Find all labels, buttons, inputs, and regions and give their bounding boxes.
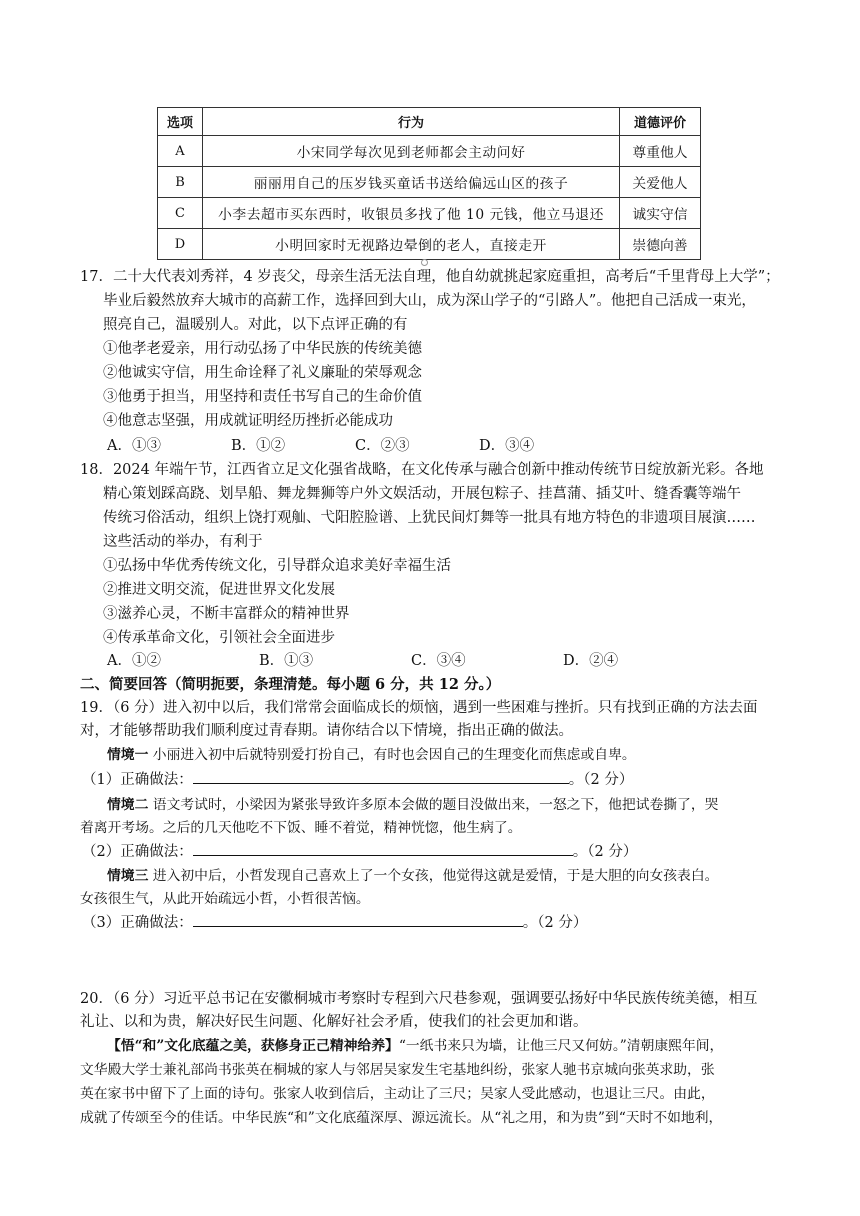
q19-stem-line1: 19．（6 分）进入初中以后，我们常常会面临成长的烦恼，遇到一些困难与挫折。只有找到正确的方法去面	[80, 700, 758, 716]
q19-case-3	[107, 866, 718, 886]
answer-1-score: 。（2 分）	[568, 772, 634, 788]
answer-2-label: （2）正确做法：	[82, 844, 193, 860]
q19-case-1	[107, 745, 636, 765]
q17-stem-line1: 17．二十大代表刘秀祥，4 岁丧父，母亲生活无法自理，他自幼就挑起家庭重担，高考后“千里背母上大学”；	[80, 269, 780, 285]
q19-case-2	[107, 795, 718, 815]
q18-statement-4: ④传承革命文化，引领社会全面进步	[103, 630, 335, 646]
q20-passage-line1	[107, 1036, 723, 1056]
header-behavior: 行为	[203, 108, 620, 136]
case-1-label: 情境一	[107, 747, 149, 763]
q19-answer-3	[82, 912, 587, 933]
table-row	[158, 167, 701, 198]
q18-stem-line4: 这些活动的举办，有利于	[103, 534, 263, 550]
row-option: B	[158, 167, 203, 198]
row-behavior: 小宋同学每次见到老师都会主动问好	[203, 136, 620, 167]
moral-evaluation-table	[157, 107, 701, 260]
q18-option-d[interactable]: D．②④	[563, 653, 619, 669]
row-evaluation: 崇德向善	[620, 229, 701, 260]
row-evaluation: 尊重他人	[620, 136, 701, 167]
q20-stem-line2: 礼让、以和为贵，解决好民生问题、化解好社会矛盾，使我们的社会更加和谐。	[80, 1014, 588, 1030]
q19-answer-2	[82, 841, 637, 862]
answer-1-blank[interactable]	[193, 769, 569, 784]
row-evaluation: 关爱他人	[620, 167, 701, 198]
header-option: 选项	[158, 108, 203, 136]
row-behavior: 小李去超市买东西时，收银员多找了他 10 元钱，他立马退还	[203, 198, 620, 229]
answer-2-blank[interactable]	[193, 841, 573, 856]
table-row	[158, 136, 701, 167]
q19-answer-1	[82, 769, 633, 790]
q17-option-a[interactable]: A．①③	[107, 438, 161, 454]
q18-statement-1: ①弘扬中华优秀传统文化，引导群众追求美好幸福生活	[103, 558, 451, 574]
q18-stem-line2: 精心策划踩高跷、划旱船、舞龙舞狮等户外文娱活动，开展包粽子、挂菖蒲、插艾叶、缝香囊等端午	[103, 486, 741, 502]
q18-option-b[interactable]: B．①③	[259, 653, 314, 669]
table-row	[158, 229, 701, 260]
row-option: A	[158, 136, 203, 167]
q17-statement-3: ③他勇于担当，用坚持和责任书写自己的生命价值	[103, 389, 422, 405]
case-3-text: 进入初中后，小哲发现自己喜欢上了一个女孩，他觉得这就是爱情，于是大胆的向女孩表白。	[148, 868, 719, 884]
case-2-label: 情境二	[107, 797, 149, 813]
q20-stem-line1: 20．（6 分）习近平总书记在安徽桐城市考察时专程到六尺巷参观，强调要弘扬好中华民族传统美德，相互	[80, 991, 758, 1007]
q17-statement-4: ④他意志坚强，用成就证明经历挫折必能成功	[103, 413, 393, 429]
row-behavior: 小明回家时无视路边晕倒的老人，直接走开	[203, 229, 620, 260]
q18-option-c[interactable]: C．③④	[411, 653, 466, 669]
answer-3-label: （3）正确做法：	[82, 915, 193, 931]
answer-3-score: 。（2 分）	[522, 915, 588, 931]
q17-stem-line3: 照亮自己，温暖别人。对此，以下点评正确的有	[103, 317, 408, 333]
anchor-dot-icon	[421, 259, 428, 266]
row-evaluation: 诚实守信	[620, 198, 701, 229]
q18-option-a[interactable]: A．①②	[107, 653, 161, 669]
q19-stem-line2: 对，才能够帮助我们顺利度过青春期。请你结合以下情境，指出正确的做法。	[80, 723, 573, 739]
answer-2-score: 。（2 分）	[572, 844, 638, 860]
q18-statement-2: ②推进文明交流，促进世界文化发展	[103, 582, 335, 598]
answer-3-blank[interactable]	[193, 912, 523, 927]
case-3-label: 情境三	[107, 868, 149, 884]
table-row	[158, 198, 701, 229]
q20-passage-line4: 成就了传颂至今的佳话。中华民族“和”文化底蕴深厚、源远流长。从“礼之用，和为贵”到“天时不如地利，	[80, 1110, 723, 1126]
row-option: D	[158, 229, 203, 260]
q17-stem-line2: 毕业后毅然放弃大城市的高薪工作，选择回到大山，成为深山学子的“引路人”。他把自己活成一束光，	[103, 293, 756, 309]
row-option: C	[158, 198, 203, 229]
header-evaluation: 道德评价	[620, 108, 701, 136]
q19-case-3-line2: 女孩很生气，从此开始疏远小哲，小哲很苦恼。	[80, 891, 370, 907]
q17-statement-1: ①他孝老爱亲，用行动弘扬了中华民族的传统美德	[103, 341, 422, 357]
answer-1-label: （1）正确做法：	[82, 772, 193, 788]
q18-options	[107, 651, 618, 671]
row-behavior: 丽丽用自己的压岁钱买童话书送给偏远山区的孩子	[203, 167, 620, 198]
q17-option-b[interactable]: B．①②	[231, 438, 286, 454]
q17-statement-2: ②他诚实守信，用生命诠释了礼义廉耻的荣辱观念	[103, 365, 422, 381]
case-2-text: 语文考试时，小梁因为紧张导致许多原本会做的题目没做出来，一怒之下，他把试卷撕了，哭	[148, 797, 719, 813]
q17-options	[107, 436, 534, 456]
q20-passage-line3: 英在家书中留下了上面的诗句。张家人收到信后，主动让了三尺；吴家人受此感动，也退让三尺。由此，	[80, 1086, 715, 1102]
q20-passage-line2: 文华殿大学士兼礼部尚书张英在桐城的家人与邻居吴家发生宅基地纠纷，张家人驰书京城向张英求助，张	[80, 1062, 715, 1078]
q17-option-c[interactable]: C．②③	[355, 438, 410, 454]
passage-title: 【悟“和”文化底蕴之美，获修身正己精神给养】	[107, 1038, 399, 1054]
q17-option-d[interactable]: D．③④	[479, 438, 535, 454]
q19-case-2-line2: 着离开考场。之后的几天他吃不下饭、睡不着觉，精神恍惚，他生病了。	[80, 820, 522, 836]
table-header-row	[158, 108, 701, 136]
q18-stem-line3: 传统习俗活动，组织上饶打观舢、弋阳腔脸谱、上犹民间灯舞等一批具有地方特色的非遗项目展演……	[103, 510, 756, 526]
section-two-heading: 二、简要回答（简明扼要，条理清楚。每小题 6 分，共 12 分。）	[80, 676, 501, 693]
case-1-text: 小丽进入初中后就特别爱打扮自己，有时也会因自己的生理变化而焦虑或自卑。	[148, 747, 636, 763]
q18-stem-line1: 18．2024 年端午节，江西省立足文化强省战略，在文化传承与融合创新中推动传统节日绽放新光彩。各地	[80, 462, 764, 478]
q18-statement-3: ③滋养心灵，不断丰富群众的精神世界	[103, 606, 350, 622]
passage-text-1: “一纸书来只为墙，让他三尺又何妨。”清朝康熙年间，	[398, 1038, 724, 1054]
